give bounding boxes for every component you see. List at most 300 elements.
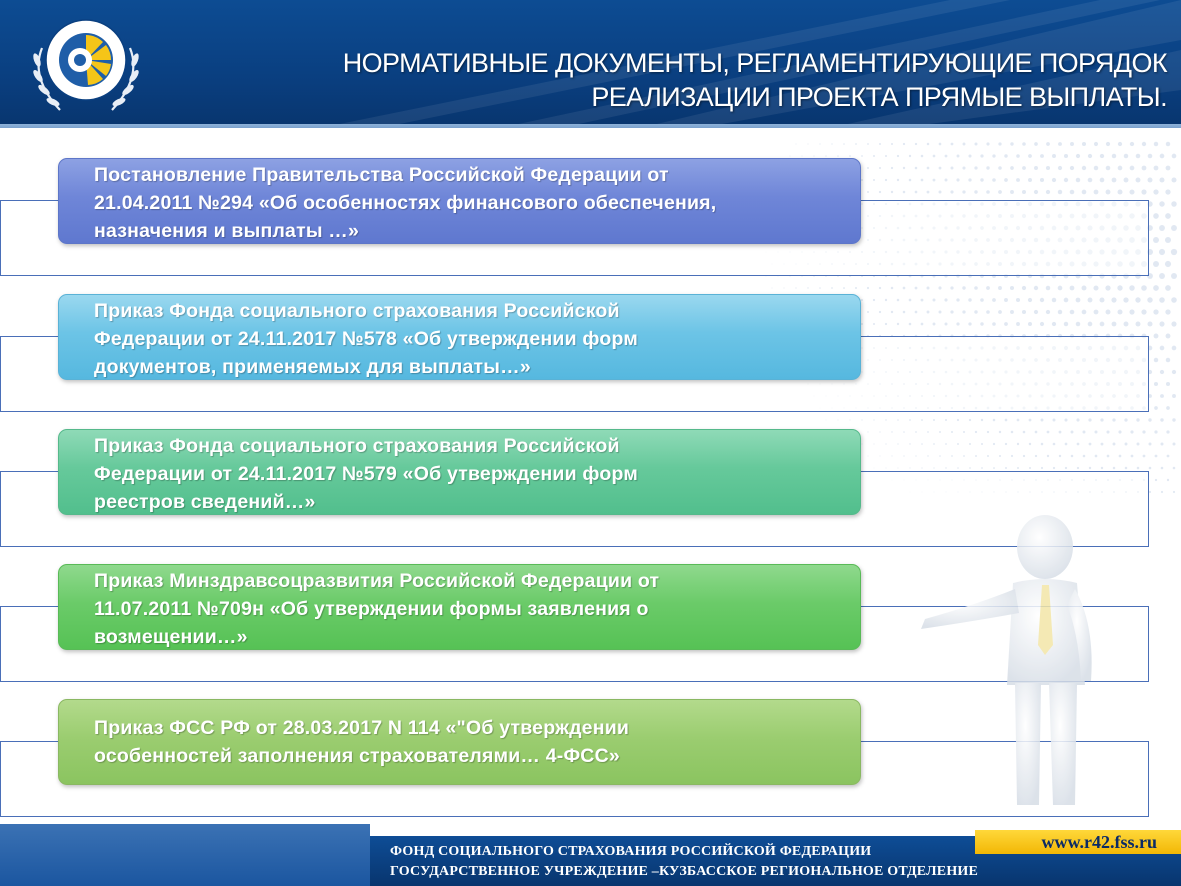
background-dot — [939, 455, 941, 457]
background-dot — [1154, 430, 1157, 433]
background-dot — [957, 155, 960, 158]
background-dot — [939, 143, 942, 146]
document-line: Постановление Правительства Российской Федерации от — [94, 164, 669, 186]
background-dot — [874, 468, 875, 469]
background-dot — [1076, 178, 1081, 183]
background-dot — [897, 467, 898, 468]
background-dot — [1166, 166, 1171, 171]
background-dot — [927, 191, 930, 194]
background-dot — [1167, 479, 1169, 481]
background-dot — [1046, 142, 1050, 146]
background-dot — [1059, 455, 1061, 457]
background-dot — [1022, 142, 1026, 146]
background-dot — [1135, 321, 1140, 326]
document-line: Приказ ФСС РФ от 28.03.2017 N 114 «"Об утверждении — [94, 717, 630, 739]
background-dot — [868, 456, 869, 457]
background-dot — [891, 167, 893, 169]
background-dot — [1094, 190, 1099, 195]
background-dot — [861, 323, 863, 325]
background-dot — [897, 323, 899, 325]
background-dot — [1040, 178, 1044, 182]
background-dot — [1065, 467, 1067, 469]
document-line: Приказ Минздравсоцразвития Российской Федерации от — [94, 570, 660, 592]
background-dot — [1137, 467, 1140, 470]
background-dot — [1130, 142, 1134, 146]
document-line: Федерации от 24.11.2017 №578 «Об утверждении форм — [94, 328, 639, 350]
background-dot — [1017, 443, 1019, 445]
background-dot — [867, 143, 869, 145]
background-dot — [1160, 442, 1163, 445]
background-dot — [879, 167, 881, 169]
background-dot — [1107, 455, 1110, 458]
background-dot — [1011, 431, 1014, 434]
background-dot — [944, 322, 947, 325]
background-dot — [980, 322, 983, 325]
background-dot — [1010, 310, 1014, 314]
background-dot — [1171, 201, 1177, 207]
document-item-1[interactable] — [58, 158, 861, 244]
background-dot — [957, 467, 959, 469]
background-dot — [1016, 322, 1020, 326]
background-dot — [1004, 322, 1008, 326]
background-dot — [1159, 177, 1164, 182]
background-dot — [1147, 177, 1152, 182]
background-dot — [855, 287, 857, 289]
background-dot — [1047, 455, 1049, 457]
background-dot — [1082, 142, 1086, 146]
background-dot — [998, 142, 1001, 145]
background-dot — [1172, 370, 1176, 374]
document-line: 21.04.2011 №294 «Об особенностях финансового обеспечения, — [94, 192, 717, 214]
background-dot — [1125, 467, 1128, 470]
background-dot — [885, 179, 887, 181]
background-dot — [1053, 419, 1056, 422]
background-dot — [962, 286, 965, 289]
background-dot — [921, 443, 923, 445]
background-dot — [891, 431, 892, 432]
background-dot — [1089, 443, 1092, 446]
background-dot — [897, 419, 899, 421]
background-dot — [813, 155, 814, 156]
background-dot — [1041, 467, 1043, 469]
background-dot — [915, 455, 916, 456]
background-dot — [1022, 190, 1026, 194]
background-dot — [987, 431, 989, 433]
background-dot — [807, 287, 808, 288]
background-dot — [1147, 321, 1152, 326]
background-dot — [801, 155, 802, 156]
background-dot — [998, 166, 1002, 170]
background-dot — [1070, 166, 1074, 170]
background-dot — [1129, 189, 1134, 194]
background-dot — [957, 419, 959, 421]
background-dot — [1125, 443, 1128, 446]
document-line: документов, применяемых для выплаты…» — [94, 356, 531, 378]
background-dot — [1082, 286, 1087, 291]
background-dot — [1011, 455, 1013, 457]
background-dot — [1076, 154, 1080, 158]
background-dot — [951, 455, 953, 457]
presenter-figure-illustration — [915, 505, 1125, 815]
background-dot — [1099, 297, 1104, 302]
background-dot — [1028, 322, 1032, 326]
background-dot — [1028, 178, 1032, 182]
background-dot — [992, 154, 995, 157]
background-dot — [1141, 189, 1146, 194]
background-dot — [903, 455, 904, 456]
document-item-4[interactable] — [58, 564, 861, 650]
background-dot — [1118, 142, 1122, 146]
background-dot — [1082, 166, 1086, 170]
background-dot — [1041, 419, 1044, 422]
background-dot — [1155, 455, 1158, 458]
background-dot — [950, 190, 953, 193]
background-dot — [1165, 261, 1171, 267]
background-dot — [819, 287, 821, 289]
document-item-3[interactable] — [58, 429, 861, 515]
background-dot — [1106, 142, 1110, 146]
background-dot — [951, 431, 953, 433]
background-dot — [1136, 418, 1139, 421]
background-dot — [986, 190, 990, 194]
background-dot — [1166, 430, 1169, 433]
background-dot — [992, 298, 996, 302]
document-item-5[interactable] — [58, 699, 861, 785]
background-dot — [1046, 310, 1050, 314]
background-dot — [867, 287, 869, 289]
background-dot — [1147, 297, 1152, 302]
background-dot — [1153, 261, 1159, 267]
background-dot — [927, 431, 929, 433]
background-dot — [1118, 166, 1123, 171]
background-dot — [1004, 154, 1007, 157]
background-dot — [1017, 467, 1019, 469]
background-dot — [956, 178, 959, 181]
background-dot — [945, 419, 947, 421]
background-dot — [1040, 298, 1044, 302]
background-dot — [1130, 166, 1135, 171]
background-dot — [921, 419, 923, 421]
background-dot — [1083, 431, 1086, 434]
background-dot — [1167, 455, 1170, 458]
document-line: особенностей заполнения страхователями… 4-ФСС» — [94, 745, 620, 767]
background-dot — [1166, 406, 1170, 410]
background-dot — [1106, 166, 1111, 171]
background-dot — [998, 286, 1002, 290]
background-dot — [831, 287, 833, 289]
background-dot — [885, 323, 887, 325]
background-dot — [975, 431, 977, 433]
background-dot — [944, 298, 947, 301]
background-dot — [962, 166, 965, 169]
background-dot — [1076, 322, 1081, 327]
background-dot — [1064, 178, 1068, 182]
background-dot — [1040, 322, 1044, 326]
background-dot — [1153, 213, 1159, 219]
background-dot — [1028, 298, 1032, 302]
background-dot — [903, 191, 906, 194]
document-line: Федерации от 24.11.2017 №579 «Об утверждении форм — [94, 463, 639, 485]
background-dot — [861, 179, 863, 181]
background-dot — [903, 431, 905, 433]
background-dot — [1041, 443, 1044, 446]
background-dot — [921, 299, 924, 302]
background-dot — [795, 287, 796, 288]
background-dot — [849, 155, 851, 157]
background-dot — [933, 443, 935, 445]
background-dot — [783, 287, 784, 288]
background-dot — [980, 154, 983, 157]
background-dot — [998, 310, 1002, 314]
background-dot — [962, 190, 965, 193]
background-dot — [1113, 467, 1116, 470]
background-dot — [819, 143, 820, 144]
background-dot — [1124, 154, 1129, 159]
background-dot — [1076, 298, 1081, 303]
background-dot — [1141, 309, 1146, 314]
background-dot — [1171, 225, 1177, 231]
background-dot — [939, 191, 942, 194]
title-line-1: НОРМАТИВНЫЕ ДОКУМЕНТЫ, РЕГЛАМЕНТИРУЮЩИЕ ПОРЯДОК — [342, 48, 1167, 78]
background-dot — [1064, 298, 1069, 303]
background-dot — [1171, 177, 1176, 182]
background-dot — [1171, 273, 1177, 279]
website-link[interactable]: www.r42.fss.ru — [975, 830, 1181, 854]
background-dot — [885, 155, 887, 157]
background-dot — [993, 467, 995, 469]
background-dot — [1064, 322, 1068, 326]
background-dot — [885, 299, 887, 301]
background-dot — [1173, 491, 1175, 493]
background-dot — [1100, 178, 1105, 183]
background-dot — [933, 299, 936, 302]
background-dot — [915, 167, 918, 170]
background-dot — [957, 443, 959, 445]
background-dot — [1059, 431, 1062, 434]
background-dot — [831, 143, 832, 144]
background-dot — [1034, 286, 1038, 290]
background-dot — [963, 431, 965, 433]
background-dot — [862, 444, 863, 445]
background-dot — [861, 155, 863, 157]
background-dot — [1046, 166, 1050, 170]
background-dot — [873, 155, 875, 157]
background-dot — [915, 311, 918, 314]
background-dot — [909, 419, 911, 421]
background-dot — [1154, 382, 1158, 386]
background-dot — [1088, 178, 1093, 183]
background-dot — [1154, 406, 1158, 410]
background-dot — [855, 143, 857, 145]
background-dot — [1004, 178, 1008, 182]
background-dot — [945, 155, 948, 158]
background-dot — [772, 288, 773, 289]
background-dot — [1154, 358, 1158, 362]
background-dot — [1052, 154, 1056, 158]
background-dot — [873, 179, 875, 181]
background-dot — [1106, 430, 1109, 433]
background-dot — [1129, 309, 1134, 314]
background-dot — [969, 419, 971, 421]
background-dot — [938, 286, 941, 289]
background-dot — [909, 179, 912, 182]
background-dot — [1040, 154, 1044, 158]
background-dot — [1088, 154, 1092, 158]
background-dot — [933, 323, 936, 326]
background-dot — [879, 311, 881, 313]
background-dot — [873, 299, 875, 301]
background-dot — [986, 310, 990, 314]
background-dot — [1161, 467, 1164, 470]
background-dot — [1023, 431, 1026, 434]
background-dot — [1034, 166, 1038, 170]
background-dot — [1010, 190, 1014, 194]
background-dot — [998, 190, 1002, 194]
background-dot — [915, 431, 917, 433]
background-dot — [927, 143, 930, 146]
background-dot — [891, 455, 892, 456]
background-dot — [1141, 285, 1147, 291]
background-dot — [915, 287, 918, 290]
background-dot — [1161, 491, 1163, 493]
background-dot — [1160, 346, 1165, 351]
background-dot — [861, 419, 862, 420]
background-dot — [1137, 443, 1140, 446]
background-dot — [1171, 321, 1176, 326]
background-dot — [1058, 286, 1063, 291]
background-dot — [1166, 142, 1170, 146]
background-dot — [1034, 190, 1038, 194]
background-dot — [1159, 321, 1164, 326]
background-dot — [1153, 237, 1159, 243]
background-dot — [909, 443, 910, 444]
background-dot — [909, 323, 912, 326]
background-dot — [933, 179, 936, 182]
background-dot — [992, 178, 996, 182]
background-dot — [879, 455, 880, 456]
background-dot — [1153, 285, 1159, 291]
background-dot — [885, 419, 886, 420]
background-dot — [1166, 382, 1170, 386]
background-dot — [873, 419, 874, 420]
background-dot — [1160, 370, 1164, 374]
document-item-2[interactable] — [58, 294, 861, 380]
background-dot — [909, 155, 911, 157]
background-dot — [1070, 286, 1075, 291]
background-dot — [897, 179, 899, 181]
background-dot — [1022, 310, 1026, 314]
background-dot — [1142, 142, 1146, 146]
background-dot — [1123, 297, 1128, 302]
background-dot — [999, 431, 1001, 433]
header-underline-bar — [0, 124, 1181, 128]
background-dot — [1004, 298, 1008, 302]
background-dot — [903, 287, 906, 290]
background-dot — [807, 143, 808, 144]
background-dot — [993, 443, 995, 445]
background-dot — [1117, 285, 1122, 290]
background-dot — [1101, 443, 1104, 446]
background-dot — [903, 143, 905, 145]
background-dot — [1094, 310, 1099, 315]
background-dot — [1159, 273, 1165, 279]
background-dot — [927, 311, 930, 314]
background-dot — [1131, 455, 1134, 458]
background-dot — [1064, 418, 1067, 421]
background-dot — [968, 298, 971, 301]
background-dot — [1010, 166, 1014, 170]
background-dot — [867, 431, 868, 432]
background-dot — [873, 323, 875, 325]
background-dot — [1166, 358, 1171, 363]
fss-logo — [22, 8, 150, 120]
background-dot — [1165, 285, 1171, 291]
background-dot — [1165, 309, 1170, 314]
background-dot — [1088, 418, 1091, 421]
background-dot — [974, 190, 977, 193]
background-dot — [849, 419, 850, 420]
background-dot — [1112, 418, 1115, 421]
background-dot — [1160, 394, 1164, 398]
background-dot — [1046, 286, 1051, 291]
background-dot — [1160, 154, 1165, 159]
background-dot — [1172, 154, 1177, 159]
background-dot — [891, 143, 893, 145]
background-dot — [1159, 297, 1165, 303]
background-dot — [1149, 443, 1152, 446]
background-dot — [1022, 166, 1026, 170]
background-dot — [921, 155, 924, 158]
background-dot — [1136, 178, 1141, 183]
background-dot — [879, 191, 881, 193]
background-dot — [945, 179, 948, 182]
background-dot — [837, 155, 839, 157]
background-dot — [1143, 455, 1146, 458]
background-dot — [879, 431, 880, 432]
background-dot — [981, 443, 983, 445]
background-dot — [909, 467, 910, 468]
document-line: Приказ Фонда социального страхования Российской — [94, 300, 620, 322]
background-dot — [1149, 491, 1151, 493]
background-dot — [951, 143, 954, 146]
title-line-2: РЕАЛИЗАЦИИ ПРОЕКТА ПРЯМЫЕ ВЫПЛАТЫ. — [591, 82, 1167, 112]
footer-accent-band — [0, 824, 370, 886]
background-dot — [1005, 419, 1008, 422]
background-dot — [927, 287, 930, 290]
background-dot — [1117, 309, 1122, 314]
background-dot — [886, 468, 887, 469]
background-dot — [969, 443, 971, 445]
background-dot — [1124, 178, 1129, 183]
background-dot — [1113, 443, 1116, 446]
background-dot — [867, 311, 869, 313]
background-dot — [981, 419, 983, 421]
background-dot — [867, 191, 869, 193]
background-dot — [1095, 455, 1098, 458]
background-dot — [909, 299, 912, 302]
background-dot — [1047, 431, 1050, 434]
background-dot — [945, 443, 947, 445]
background-dot — [1046, 190, 1050, 194]
document-line: реестров сведений…» — [94, 491, 316, 513]
background-dot — [838, 420, 839, 421]
background-dot — [986, 286, 990, 290]
background-dot — [974, 142, 977, 145]
background-dot — [825, 155, 826, 156]
background-dot — [974, 310, 977, 313]
background-dot — [987, 455, 989, 457]
background-dot — [1094, 142, 1098, 146]
